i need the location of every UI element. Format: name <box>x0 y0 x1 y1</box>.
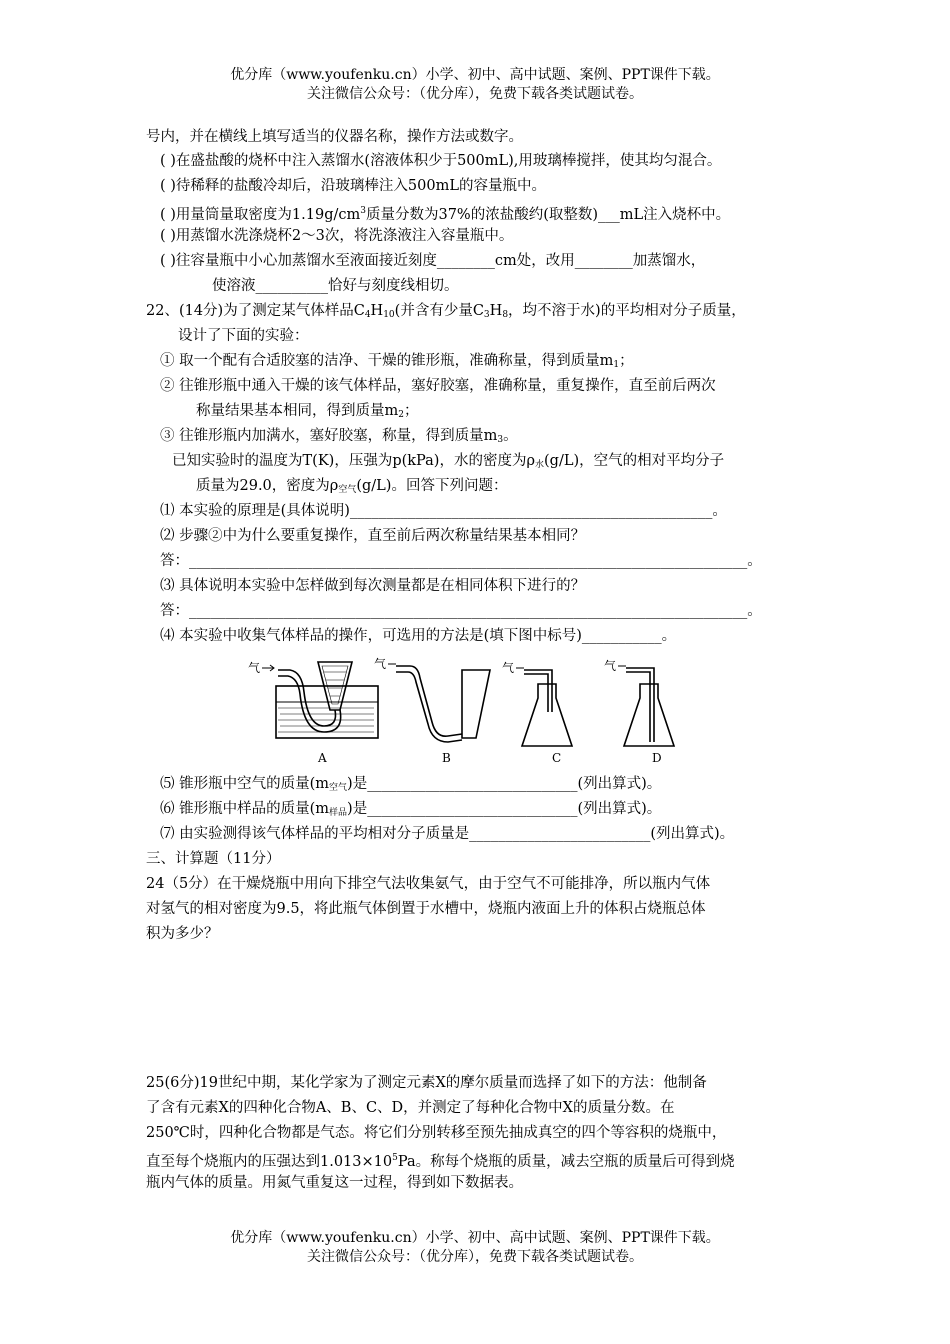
q21-step-measure: ( )用量筒量取密度为$1.19g/cm^3$质量分数为37%的浓盐酸约(取整数)___mL注入烧杯中。 <box>160 206 731 223</box>
q21-step-transfer: ( )待稀释的盐酸冷却后，沿玻璃棒注入500mL的容量瓶中。 <box>160 178 546 194</box>
q22-step-2: ② 往锥形瓶中通入干燥的该气体样品，塞好胶塞，准确称量，重复操作，直至前后两次 <box>160 378 716 394</box>
footer-line-2: 关注微信公众号：（优分库），免费下载各类试题试卷。 <box>307 1249 643 1265</box>
q22-part-1: ⑴ 本实验的原理是(具体说明)__________________________________________________。 <box>160 503 727 519</box>
q22-part-4: ⑷ 本实验中收集气体样品的操作，可选用的方法是(填下图中标号)___________。 <box>160 628 677 644</box>
label-b: B <box>442 751 451 765</box>
q21-step-dilute: ( )在盛盐酸的烧杯中注入蒸馏水(溶液体积少于500mL),用玻璃棒搅拌，使其均匀混合。 <box>160 153 722 169</box>
apparatus-a <box>276 662 378 738</box>
q22-part-7: ⑺ 由实验测得该气体样品的平均相对分子质量是_________________________(列出算式)。 <box>160 826 735 842</box>
apparatus-d <box>624 668 674 746</box>
q21-intro: 号内，并在横线上填写适当的仪器名称，操作方法或数字。 <box>146 129 523 145</box>
label-c: C <box>552 751 562 765</box>
apparatus-b <box>396 666 490 742</box>
gas-label-d: 气 <box>604 659 617 673</box>
q21-step-fill: ( )往容量瓶中小心加蒸馏水至液面接近刻度________cm处，改用________加蒸馏水， <box>160 253 706 269</box>
q21-step-fill-cont: 使溶液__________恰好与刻度线相切。 <box>212 278 459 294</box>
q21-step-wash: ( )用蒸馏水洗涤烧杯2～3次，将洗涤液注入容量瓶中。 <box>160 228 514 244</box>
apparatus-c <box>522 670 572 746</box>
gas-label-c: 气 <box>502 661 515 675</box>
q24-line-1: 24（5分）在干燥烧瓶中用向下排空气法收集氨气，由于空气不可能排净，所以瓶内气体 <box>146 876 711 892</box>
q22-answer-2: 答：_____________________________________________________________________________。 <box>160 553 762 569</box>
q22-known-2: 质量为29.0，密度为$\rho_{空气}(g/L)$。回答下列问题： <box>196 478 508 495</box>
q22-title-cont: 设计了下面的实验： <box>178 328 309 344</box>
gas-label-a: 气 <box>248 661 261 675</box>
q22-known-1: 已知实验时的温度为T(K)，压强为p(kPa)，水的密度为$\rho_水(g/L)$，空气的相对平均分子 <box>172 453 725 470</box>
q25-line-1: 25(6分)19世纪中期，某化学家为了测定元素X的摩尔质量而选择了如下的方法：他制备 <box>146 1075 707 1091</box>
q24-line-2: 对氢气的相对密度为9.5，将此瓶气体倒置于水槽中，烧瓶内液面上升的体积占烧瓶总体 <box>146 901 706 917</box>
q25-line-4: 直至每个烧瓶内的压强达到$1.013\times 10^5Pa$。称每个烧瓶的质量，减去空瓶的质量后可得到烧 <box>146 1153 735 1170</box>
section-3-title: 三、计算题（11分） <box>146 851 281 867</box>
label-d: D <box>652 751 662 765</box>
q22-part-2: ⑵ 步骤②中为什么要重复操作，直至前后两次称量结果基本相同？ <box>160 528 586 544</box>
q25-line-3: 250℃时，四种化合物都是气态。将它们分别转移至预先抽成真空的四个等容积的烧瓶中， <box>146 1125 727 1141</box>
q22-title: 22、(14分)为了测定某气体样品$C_4H_{10}$(并含有少量$C_3H_8$，均不溶于水)的平均相对分子质量， <box>146 303 746 320</box>
footer-line-1: 优分库（www.youfenku.cn）小学、初中、高中试题、案例、PPT课件下载。 <box>230 1230 720 1246</box>
q22-part-5: ⑸ 锥形瓶中空气的质量$(m_{空气})$是_____________________________(列出算式)。 <box>160 776 662 793</box>
gas-collection-figure <box>248 652 688 770</box>
q22-step-1: ① 取一个配有合适胶塞的洁净、干燥的锥形瓶，准确称量，得到质量$m_1$； <box>160 353 634 370</box>
q22-step-3: ③ 往锥形瓶内加满水，塞好胶塞，称量，得到质量$m_3$。 <box>160 428 518 445</box>
q25-line-5: 瓶内气体的质量。用氮气重复这一过程，得到如下数据表。 <box>146 1175 523 1191</box>
gas-label-b: 气 <box>374 657 387 671</box>
q24-line-3: 积为多少？ <box>146 926 219 942</box>
q22-part-3: ⑶ 具体说明本实验中怎样做到每次测量都是在相同体积下进行的？ <box>160 578 586 594</box>
q22-answer-3: 答：_____________________________________________________________________________。 <box>160 603 762 619</box>
q22-step-2-cont: 称量结果基本相同，得到质量$m_2$； <box>196 403 419 420</box>
q25-line-2: 了含有元素X的四种化合物A、B、C、D，并测定了每种化合物中X的质量分数。在 <box>146 1100 675 1116</box>
q22-part-6: ⑹ 锥形瓶中样品的质量$(m_{样品})$是_____________________________(列出算式)。 <box>160 801 662 818</box>
header-line-2: 关注微信公众号：（优分库），免费下载各类试题试卷。 <box>307 86 643 102</box>
label-a: A <box>318 751 327 765</box>
header-line-1: 优分库（www.youfenku.cn）小学、初中、高中试题、案例、PPT课件下载。 <box>230 67 720 83</box>
